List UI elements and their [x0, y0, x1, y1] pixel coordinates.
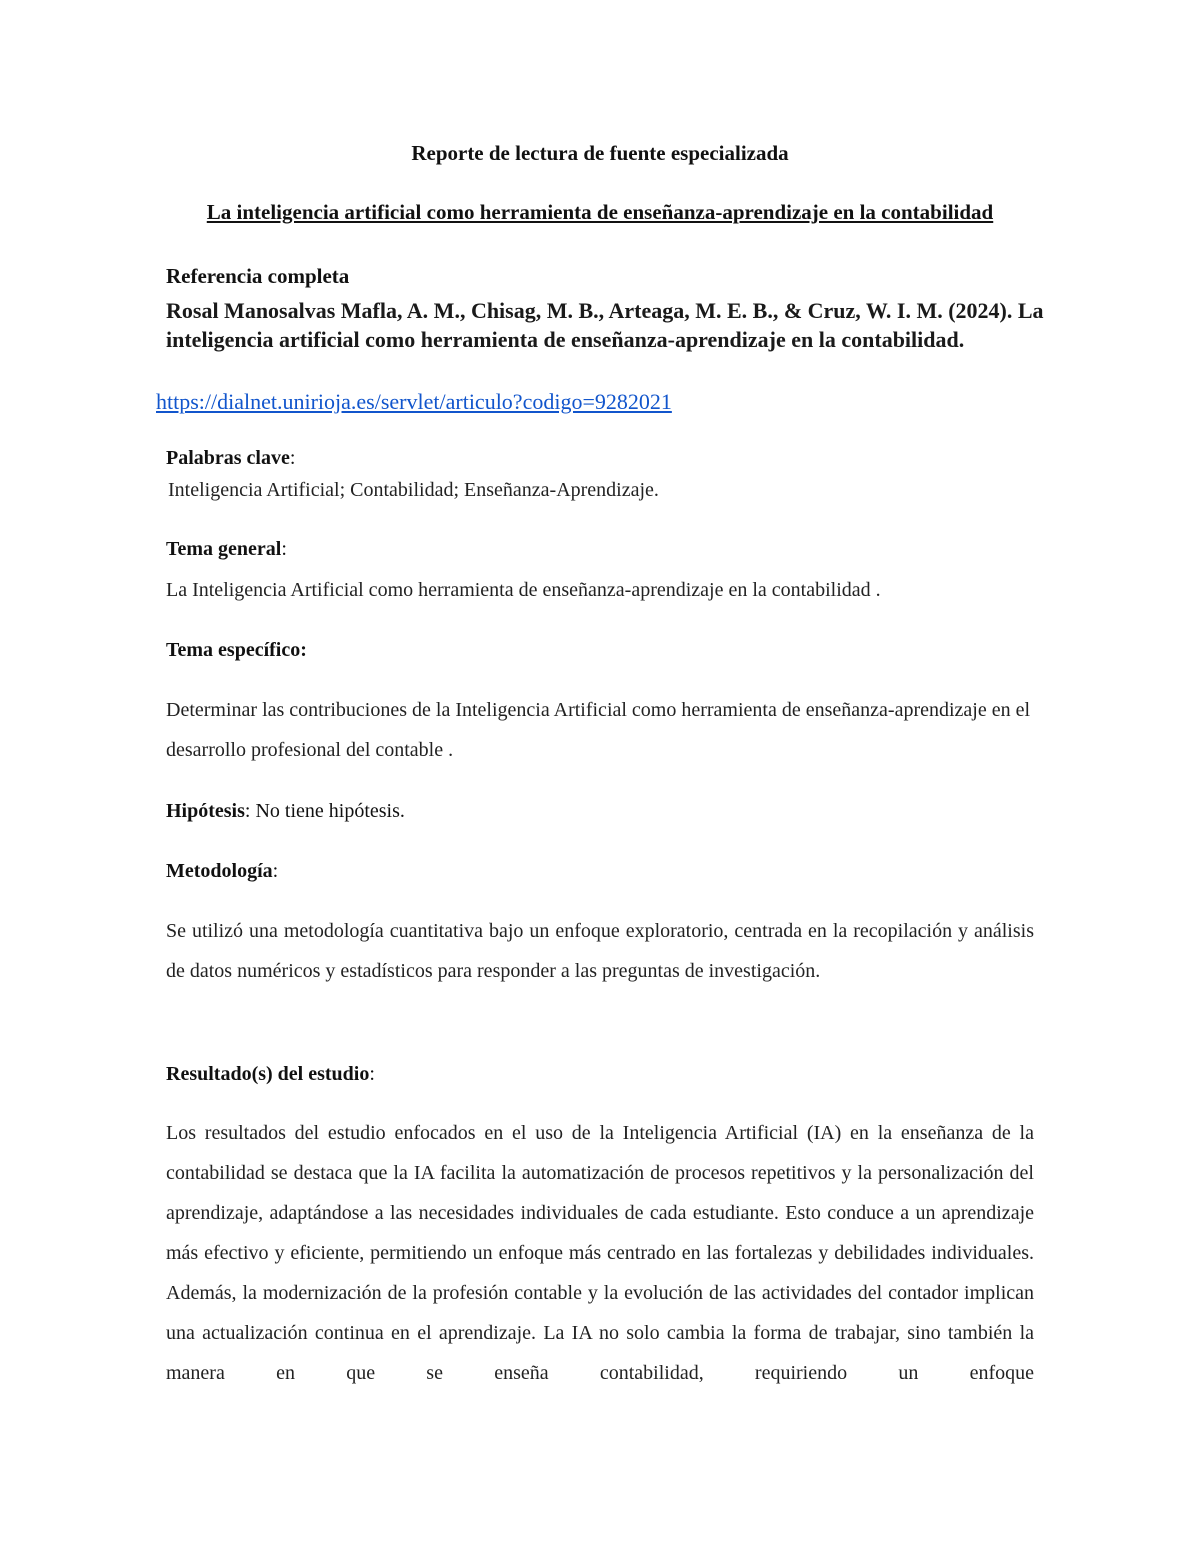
reference-link[interactable]: https://dialnet.unirioja.es/servlet/articulo?codigo=9282021: [156, 389, 672, 414]
keywords-label: Palabras clave:: [166, 447, 296, 469]
specific-topic-value: Determinar las contribuciones de la Inteligencia Artificial como herramienta de enseñanza-aprendizaje en el desarrollo profesional del contable .: [166, 699, 1031, 761]
results-value: Los resultados del estudio enfocados en el uso de la Inteligencia Artificial (IA) en la enseñanza de la contabilidad se destaca que la IA facilita la automatización de procesos repetitivos y la personalización del aprendizaje, adaptándose a las necesidades individuales de cada estudiante. Esto conduce a un aprendizaje más efectivo y eficiente, permitiendo un enfoque más centrado en las fortalezas y debilidades individuales. Además, la modernización de la profesión contable y la evolución de las actividades del contador implican una actualización continua en el aprendizaje. La IA no solo cambia la forma de trabajar, sino también la manera en que se enseña contabilidad, requiriendo un enfoque: [166, 1122, 1034, 1384]
methodology-label: Metodología:: [166, 860, 279, 882]
general-topic-label: Tema general:: [166, 538, 287, 560]
reference-article-title: La inteligencia artificial como herramienta de enseñanza-aprendizaje en la contabilidad.: [166, 298, 1044, 352]
reference-authors: Rosal Manosalvas Mafla, A. M., Chisag, M. B., Arteaga, M. E. B., & Cruz, W. I. M. (2024).: [166, 298, 1013, 323]
specific-topic-label: Tema específico:: [166, 639, 307, 661]
hypothesis-value: : No tiene hipótesis.: [244, 800, 405, 822]
keywords-value: Inteligencia Artificial; Contabilidad; Enseñanza-Aprendizaje.: [168, 479, 659, 501]
hypothesis-line: [166, 797, 405, 825]
methodology-value: Se utilizó una metodología cuantitativa bajo un enfoque exploratorio, centrada en la recopilación y análisis de datos numéricos y estadísticos para responder a las preguntas de investigación.: [166, 920, 1034, 982]
results-label: Resultado(s) del estudio:: [166, 1063, 375, 1085]
document-subtitle: La inteligencia artificial como herramienta de enseñanza-aprendizaje en la contabilidad: [206, 200, 994, 224]
document-title: Reporte de lectura de fuente especializada: [411, 141, 789, 165]
reference-citation: [166, 296, 1046, 354]
hypothesis-label: Hipótesis: [166, 800, 245, 822]
general-topic-value: La Inteligencia Artificial como herramienta de enseñanza-aprendizaje en la contabilidad .: [166, 579, 881, 601]
reference-heading: Referencia completa: [166, 264, 350, 288]
